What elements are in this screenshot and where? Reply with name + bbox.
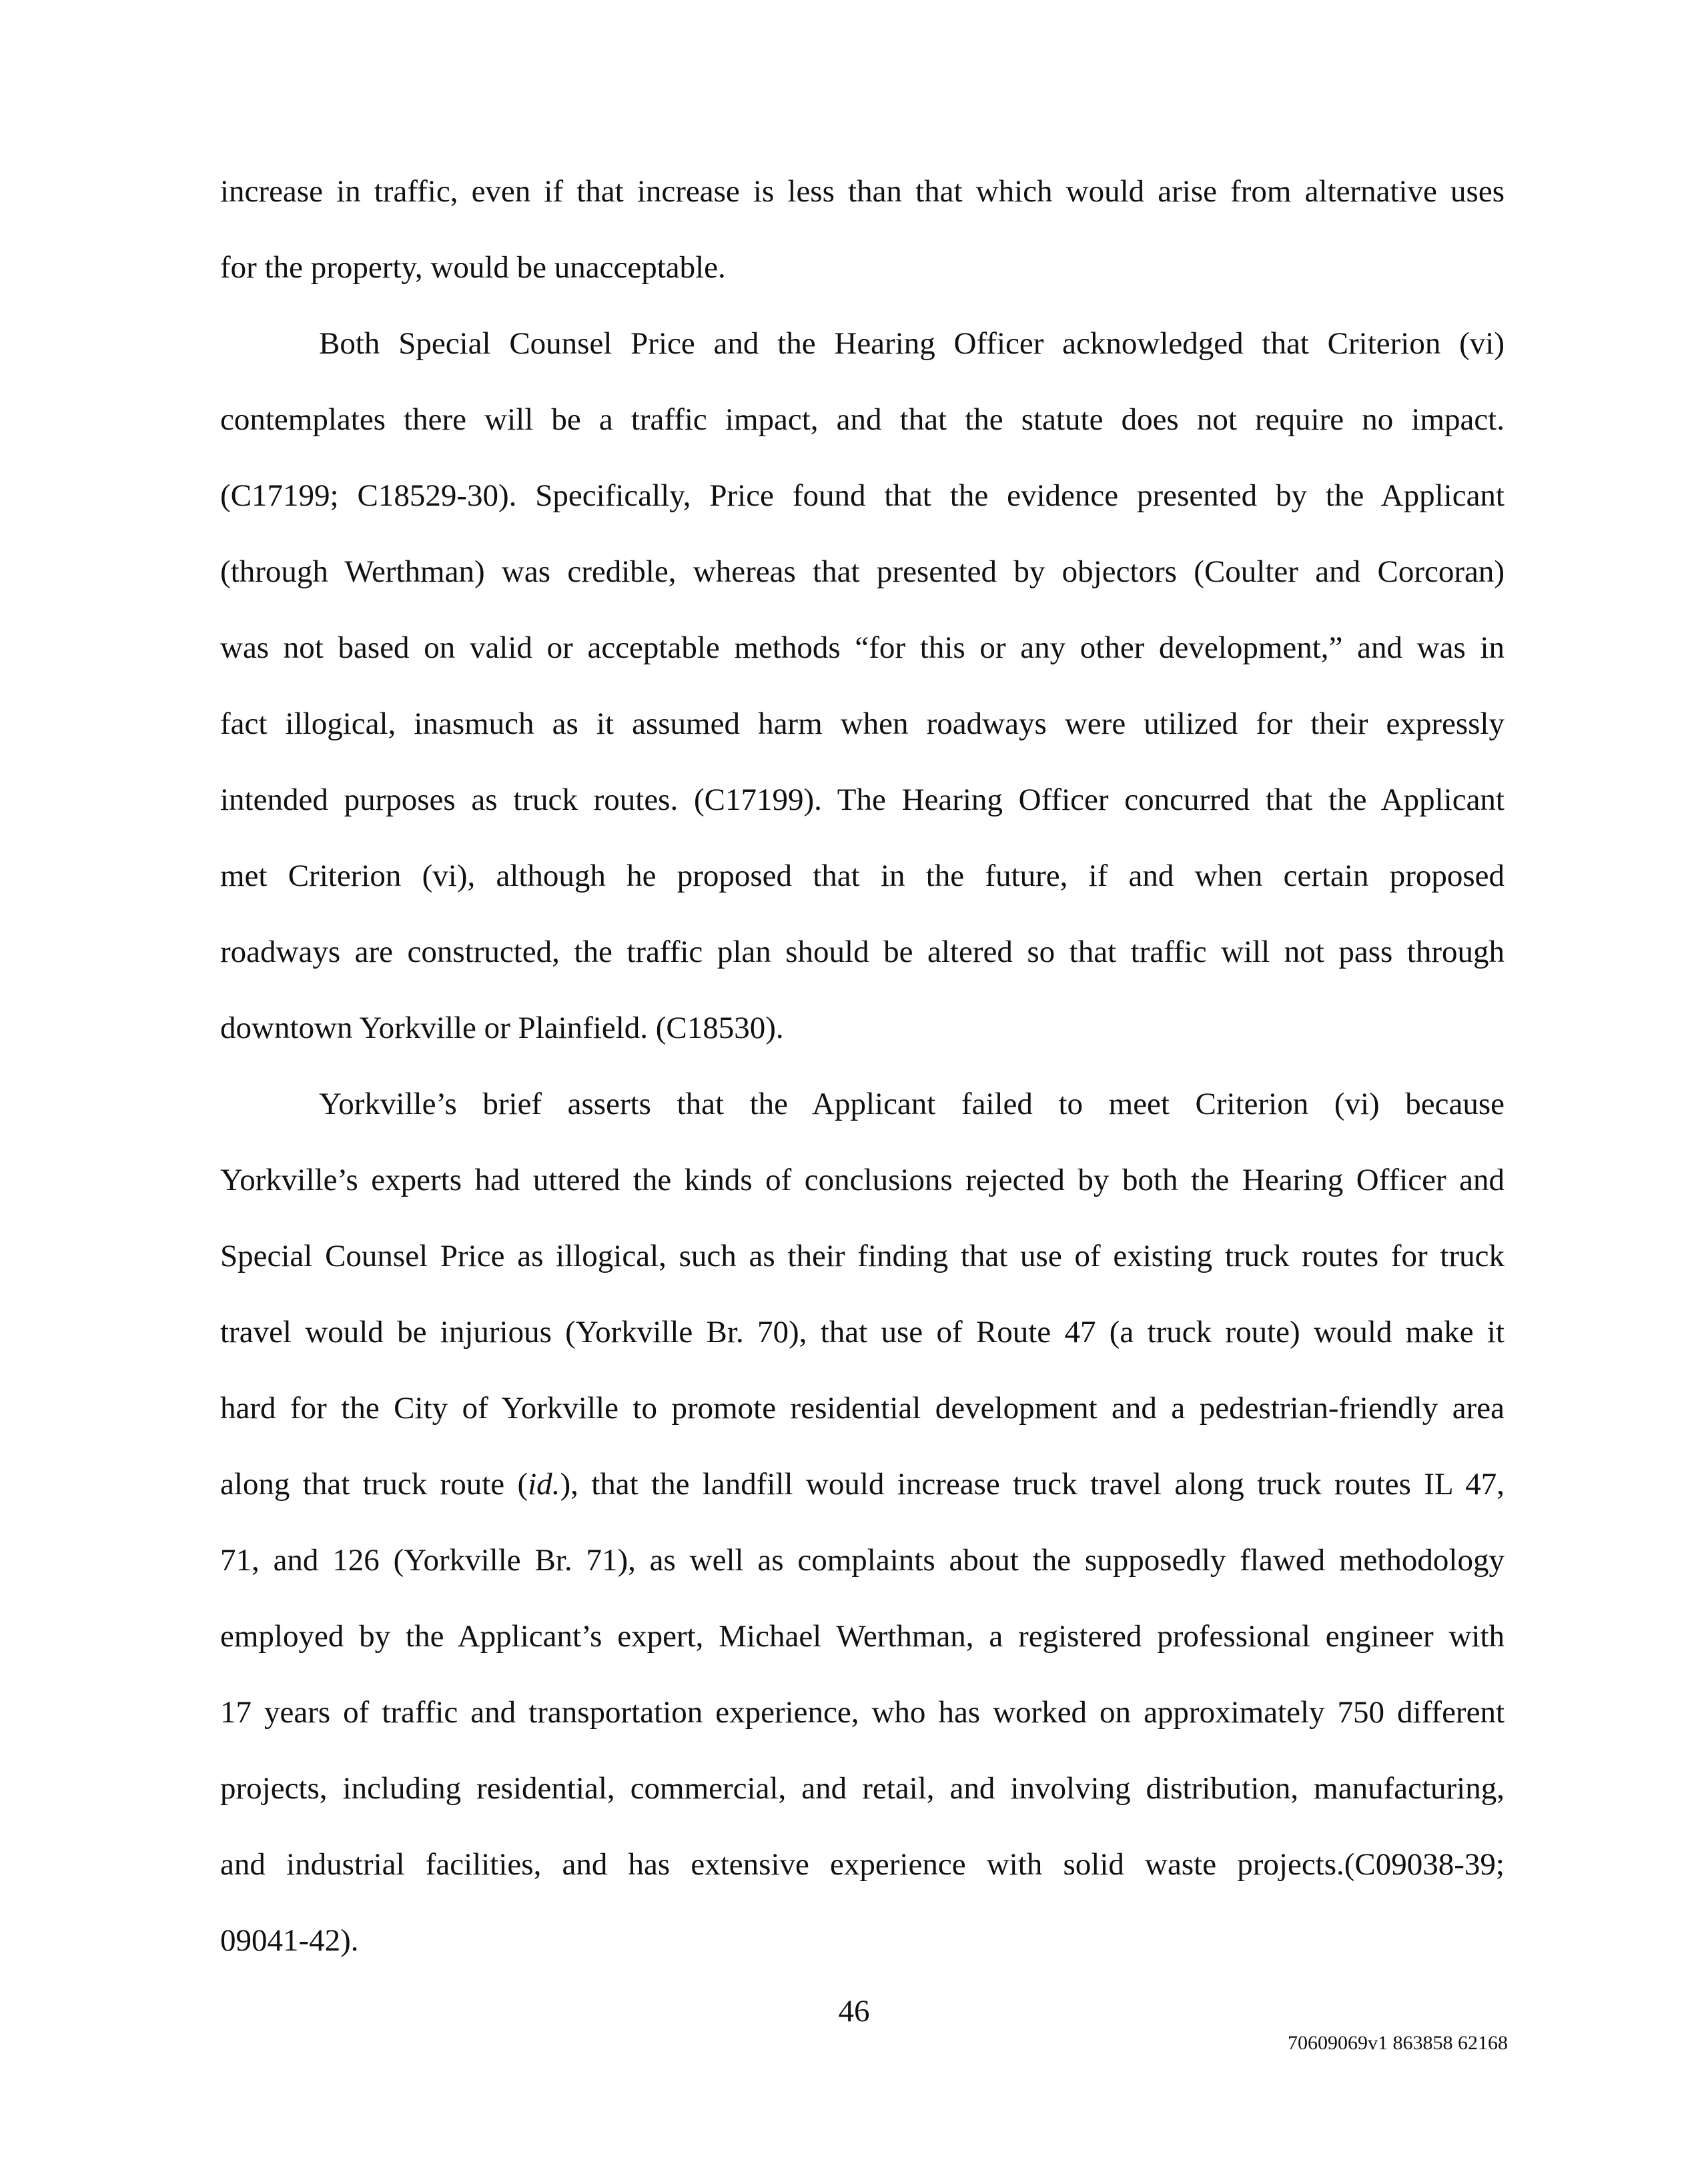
text-line: (through Werthman) was credible, whereas that presented by objectors (Coulter and Corcoran) — [220, 554, 1505, 589]
text-line: met Criterion (vi), although he proposed that in the future, if and when certain proposed — [220, 859, 1505, 893]
text-line: Yorkville’s experts had uttered the kinds of conclusions rejected by both the Hearing Officer and — [220, 1163, 1505, 1197]
text-line: (C17199; C18529-30). Specifically, Price found that the evidence presented by the Applicant — [220, 478, 1505, 513]
text-line: contemplates there will be a traffic impact, and that the statute does not require no impact. — [220, 402, 1505, 437]
text-line: 09041-42). — [220, 1923, 359, 1958]
citation-id: id. — [528, 1467, 560, 1502]
text-line: downtown Yorkville or Plainfield. (C18530). — [220, 1011, 784, 1045]
text-run: ), that the landfill would increase truck travel along truck routes IL 47, — [560, 1467, 1505, 1502]
text-line: 17 years of traffic and transportation experience, who has worked on approximately 750 different — [220, 1695, 1505, 1730]
body-text — [220, 153, 1505, 1979]
text-line: hard for the City of Yorkville to promote residential development and a pedestrian-friendly area — [220, 1391, 1505, 1426]
text-run: along that truck route ( — [220, 1467, 528, 1502]
text-line: travel would be injurious (Yorkville Br. 70), that use of Route 47 (a truck route) would make it — [220, 1315, 1505, 1349]
text-line: Special Counsel Price as illogical, such as their finding that use of existing truck routes for truck — [220, 1239, 1505, 1273]
text-line: for the property, would be unacceptable. — [220, 250, 726, 285]
text-line: was not based on valid or acceptable methods “for this or any other development,” and was in — [220, 630, 1505, 665]
text-line: fact illogical, inasmuch as it assumed harm when roadways were utilized for their expressly — [220, 706, 1505, 741]
text-line: increase in traffic, even if that increase is less than that which would arise from alternative uses — [220, 174, 1505, 209]
document-id: 70609069v1 863858 62168 — [1288, 2032, 1508, 2054]
page-number: 46 — [838, 1994, 870, 2029]
text-line: projects, including residential, commercial, and retail, and involving distribution, manufacturing, — [220, 1771, 1505, 1806]
text-line: employed by the Applicant’s expert, Michael Werthman, a registered professional engineer with — [220, 1619, 1505, 1654]
text-line: intended purposes as truck routes. (C17199). The Hearing Officer concurred that the Applicant — [220, 782, 1505, 817]
text-line: 71, and 126 (Yorkville Br. 71), as well as complaints about the supposedly flawed methodology — [220, 1543, 1505, 1578]
text-line: and industrial facilities, and has extensive experience with solid waste projects.(C09038-39; — [220, 1847, 1505, 1882]
text-line: Both Special Counsel Price and the Hearing Officer acknowledged that Criterion (vi) — [319, 326, 1505, 361]
text-line: roadways are constructed, the traffic plan should be altered so that traffic will not pass through — [220, 935, 1505, 969]
text-line-with-citation — [220, 1446, 1505, 1522]
text-line: Yorkville’s brief asserts that the Applicant failed to meet Criterion (vi) because — [319, 1087, 1505, 1121]
